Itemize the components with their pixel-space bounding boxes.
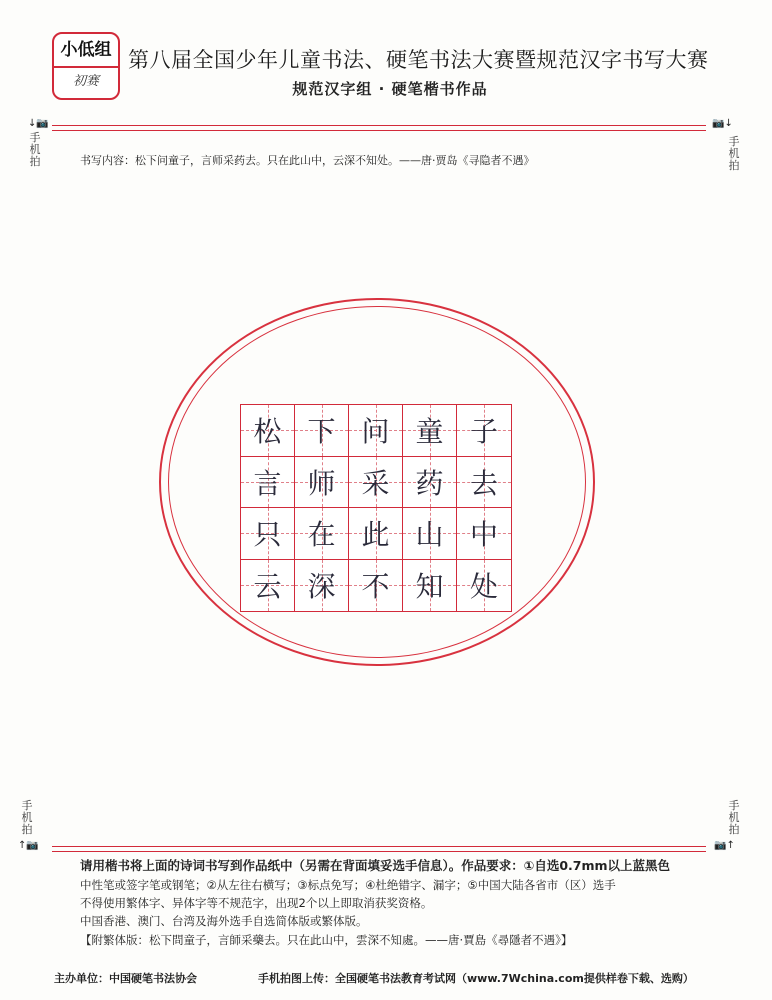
handwritten-character: 子: [469, 415, 498, 449]
handwritten-character: 去: [469, 466, 498, 500]
handwritten-character: 言: [253, 466, 282, 500]
phone-photo-label-top-right: 手机拍: [728, 135, 740, 172]
writing-content: 书写内容：松下问童子，言师采药去。只在此山中，云深不知处。——唐·贾岛《寻隐者不遇》: [80, 154, 535, 167]
grid-cell: [295, 457, 349, 509]
grid-cell: [403, 508, 457, 560]
bottom-rule-thin: [52, 851, 706, 852]
handwritten-character: 中: [469, 518, 498, 552]
grid-cell: [241, 508, 295, 560]
instructions-line-3: 不得使用繁体字、异体字等不规范字，出现2个以上即取消获奖资格。: [80, 896, 433, 910]
camera-mark-top-right: 📷↓: [712, 118, 733, 129]
grid-cell: [457, 405, 511, 457]
handwritten-character: 采: [361, 466, 390, 500]
handwritten-character: 处: [469, 570, 498, 604]
handwritten-character: 知: [415, 570, 444, 604]
handwritten-character: 深: [307, 570, 336, 604]
handwritten-character: 童: [415, 415, 444, 449]
group-badge: [52, 32, 120, 100]
handwritten-character: 只: [253, 518, 282, 552]
handwritten-character: 此: [361, 518, 390, 552]
grid-cell: [349, 405, 403, 457]
upload-info-text: 手机拍图上传：全国硬笔书法教育考试网（www.7Wchina.com提供样卷下载、选购）: [258, 972, 694, 985]
grid-cell: [295, 508, 349, 560]
top-rule: [52, 125, 706, 126]
grid-cell: [403, 405, 457, 457]
camera-mark-bottom-left: ↑📷: [18, 840, 39, 851]
instructions-line-1: 请用楷书将上面的诗词书写到作品纸中（另需在背面填妥选手信息）。作品要求：①自选0.7mm以上蓝黑色: [80, 858, 671, 873]
grid-cell: [349, 508, 403, 560]
handwritten-character: 云: [253, 570, 282, 604]
group-label: 小低组: [54, 34, 118, 68]
writing-grid: [240, 404, 512, 612]
grid-cell: [349, 457, 403, 509]
phone-photo-label-bottom-right: 手机拍: [728, 799, 740, 836]
grid-cell: [403, 457, 457, 509]
phone-photo-label-bottom-left: 手机拍: [21, 799, 33, 836]
grid-cell: [295, 405, 349, 457]
grid-cell: [349, 560, 403, 612]
camera-mark-bottom-right: 📷↑: [714, 840, 735, 851]
grid-cell: [403, 560, 457, 612]
bottom-rule: [52, 846, 706, 847]
handwritten-character: 山: [415, 518, 444, 552]
grid-cell: [241, 457, 295, 509]
instructions-line-5: 【附繁体版：松下問童子，言師采藥去。只在此山中，雲深不知處。——唐·賈島《尋隱者不遇》】: [80, 933, 573, 947]
contest-title: 第八届全国少年儿童书法、硬笔书法大赛暨规范汉字书写大赛: [128, 48, 709, 72]
grid-cell: [457, 457, 511, 509]
phone-photo-label-top-left: 手机拍: [29, 131, 41, 168]
grid-cell: [457, 560, 511, 612]
handwritten-character: 不: [361, 570, 390, 604]
handwritten-character: 松: [253, 415, 282, 449]
instructions-line-4: 中国香港、澳门、台湾及海外选手自选简体版或繁体版。: [80, 914, 368, 928]
handwritten-character: 在: [307, 518, 336, 552]
grid-cell: [241, 405, 295, 457]
handwritten-character: 问: [361, 415, 390, 449]
handwritten-character: 药: [415, 466, 444, 500]
instructions-line-2: 中性笔或签字笔或钢笔；②从左往右横写；③标点免写；④杜绝错字、漏字；⑤中国大陆各省市（区）选手: [80, 878, 616, 892]
stage-label: 初赛: [72, 74, 99, 89]
organizer-text: 主办单位：中国硬笔书法协会: [54, 972, 197, 985]
grid-cell: [457, 508, 511, 560]
camera-mark-top-left: ↓📷: [28, 118, 49, 129]
grid-cell: [241, 560, 295, 612]
category-subtitle: 规范汉字组 · 硬笔楷书作品: [292, 80, 488, 98]
handwritten-character: 下: [307, 415, 336, 449]
grid-cell: [295, 560, 349, 612]
handwritten-character: 师: [307, 466, 336, 500]
top-rule-thin: [52, 130, 706, 131]
